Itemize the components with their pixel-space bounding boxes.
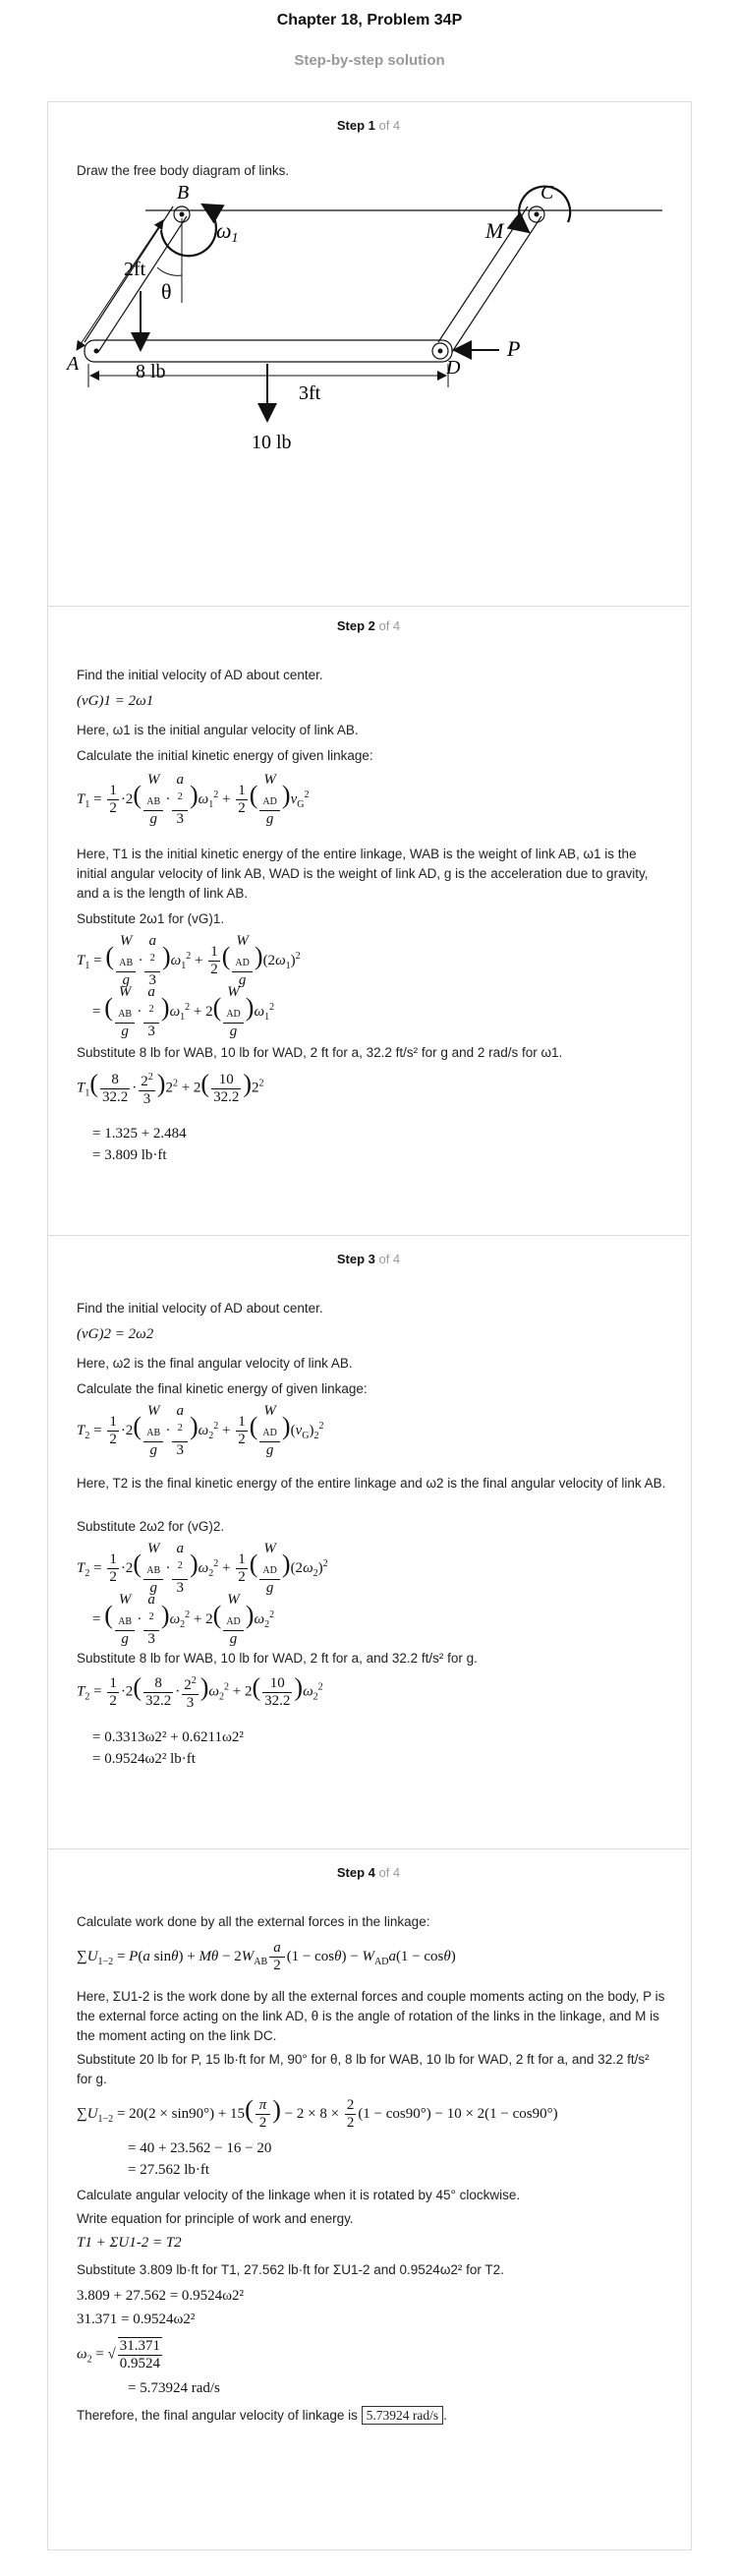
step-text: Draw the free body diagram of links. [77,163,290,178]
step-3-header [47,1252,690,1266]
equation-t1: $T_1$ = $\frac{1}{2}$ ·2( W $_{AB}$ g · a $^2$ 3 )$\omega_1^2$ + $\frac{1}{2}$ ( W $_{AD}$ g )$v_G^2$ [77,772,310,827]
equation: (vG)2 = 2ω2 [77,1326,154,1342]
step-text: Calculate angular velocity of the linkage when it is rotated by 45° clockwise. [77,2188,521,2202]
step-text: Therefore, the final angular velocity of linkage is [77,2408,358,2423]
step-4 [47,1848,690,2549]
step-text: Substitute 2ω2 for (vG)2. [77,1519,225,1534]
label-p: P [507,336,521,361]
label-c: C [540,185,554,204]
step-text: Substitute 20 lb for P, 15 lb·ft for M, 90° for θ, 8 lb for WAB, 10 lb for WAD, 2 ft for a, and 32.2 ft/s² for g. [77,2052,650,2086]
label-2ft: 2ft [124,259,146,280]
theta-arc [157,267,182,275]
step-label: Step 3 [336,1252,375,1266]
equation: (vG)1 = 2ω1 [77,693,154,709]
equation: 3.809 + 27.562 = 0.9524ω2² [77,2288,245,2304]
equation: = 0.9524ω2² lb·ft [92,1751,196,1767]
step-text: Find the initial velocity of AD about center. [77,668,323,682]
step-text: Substitute 2ω1 for (vG)1. [77,911,225,926]
step-4-header [47,1865,690,1880]
equation: = 5.73924 rad/s [128,2380,220,2396]
step-text: Calculate work done by all the external forces in the linkage: [77,1914,430,1929]
step-text: Substitute 3.809 lb·ft for T1, 27.562 lb·ft for ΣU1-2 and 0.9524ω2² for T2. [77,2262,504,2277]
equation-t2-numeric: $T_2$ = $\frac{1}{2}$ ·2( $\frac{8}{32.2}$ · $\frac{2^2}{3}$ )$\omega_2^2 + 2$( $\frac{10}{32.2}$ )$\omega_2^2$ [77,1672,323,1711]
step-count: of 4 [374,1865,401,1880]
step-2 [47,606,690,1236]
label-3ft: 3ft [299,382,321,404]
step-text: Here, T1 is the initial kinetic energy of the entire linkage, WAB is the weight of link AB, ω1 is the initial angular velocity of link AB, WAD is the weight of link AD, g is the acceleration due to gravity, and a is the length of link AB. [77,847,649,901]
label-omega: ω1 [216,218,239,246]
dimension-ab [77,220,163,350]
equation: = 3.809 lb·ft [92,1147,167,1163]
equation: T1 + ΣU1-2 = T2 [77,2235,182,2251]
equation-omega2: $\omega_2$ = √ $\frac{31.371}{0.9524}$ [77,2338,161,2371]
equation: = 40 + 23.562 − 16 − 20 [128,2140,272,2156]
equation-t2-simplified: = ( W $_{AB}$ g · a $^2$ 3 )$\omega_2^2 + 2$( W $_{AD}$ g )$\omega_2^2$ [92,1592,275,1647]
label-a: A [67,353,80,375]
page-subtitle: Step-by-step solution [294,52,445,69]
page-title: Chapter 18, Problem 34P [276,12,463,29]
equation-work: $\sum U_{1-2} = P(a$ $\sin\theta) + M\theta - 2W_{AB}$ $\frac{a}{2}$ $(1 - \cos\theta) - W_{AD}a(1 - \cos\theta)$ [77,1940,456,1973]
step-count: of 4 [374,118,401,133]
step-text: Here, T2 is the final kinetic energy of the entire linkage and ω2 is the final angular velocity of link AB. [77,1476,666,1491]
label-b: B [177,185,190,204]
step-2-header [47,618,690,633]
step-text: Calculate the initial kinetic energy of given linkage: [77,748,373,763]
equation-t2: $T_2$ = $\frac{1}{2}$ ·2( W $_{AB}$ g · a $^2$ 3 )$\omega_2^2$ + $\frac{1}{2}$ ( W $_{AD}$ g )$(v_G)_2^2$ [77,1403,324,1458]
final-answer: 5.73924 rad/s [362,2406,444,2425]
step-1 [47,102,690,606]
step-text: Here, ω2 is the final angular velocity of link AB. [77,1356,353,1371]
step-text: Here, ω1 is the initial angular velocity of link AB. [77,723,359,737]
step-text: Here, ΣU1-2 is the work done by all the external forces and couple moments acting on the body, P is the external force acting on the link AD, θ is the angle of rotation of the links in the linkage, and M is the moment acting on the link DC. [77,1989,665,2043]
label-theta: θ [161,279,172,304]
equation-work-sub: $\sum U_{1-2} = 20(2 \times \sin 90^\circ) + 15$( $\frac{\pi}{2}$ ) − 2 × 8 × $\frac{2}{2}$ (1 − cos90°) − 10 × 2(1 − cos90°) [77,2095,558,2132]
free-body-diagram [47,185,690,598]
step-count: of 4 [374,618,401,633]
label-m: M [485,218,504,243]
equation: 31.371 = 0.9524ω2² [77,2312,196,2327]
equation-t2-sub: $T_2$ = $\frac{1}{2}$ ·2( W $_{AB}$ g · a $^2$ 3 )$\omega_2^2$ + $\frac{1}{2}$ ( W $_{AD}$ g )$(2\omega_2)^2$ [77,1541,328,1596]
step-text: Write equation for principle of work and energy. [77,2211,354,2226]
step-label: Step 1 [336,118,375,133]
equation-t1-simplified: = ( W $_{AB}$ g · a $^2$ 3 )$\omega_1^2 + 2$( W $_{AD}$ g )$\omega_1^2$ [92,984,275,1039]
label-8lb: 8 lb [136,361,166,382]
step-label: Step 2 [336,618,375,633]
step-text: Calculate the final kinetic energy of given linkage: [77,1381,368,1396]
step-text: Find the initial velocity of AD about center. [77,1301,323,1316]
step-text: Substitute 8 lb for WAB, 10 lb for WAD, 2 ft for a, 32.2 ft/s² for g and 2 rad/s for ω1. [77,1045,563,1060]
final-answer-line: Therefore, the final angular velocity of linkage is 5.73924 rad/s . [77,2408,447,2423]
equation-t1-numeric: $T_1$( $\frac{8}{32.2}$ · $\frac{2^2}{3}$ )$2^2 + 2$( $\frac{10}{32.2}$ )$2^2$ [77,1069,264,1107]
step-3 [47,1235,690,1849]
equation: = 27.562 lb·ft [128,2162,210,2178]
equation: = 0.3313ω2² + 0.6211ω2² [92,1729,244,1745]
equation: = 1.325 + 2.484 [92,1126,187,1142]
step-text: Substitute 8 lb for WAB, 10 lb for WAD, 2 ft for a, and 32.2 ft/s² for g. [77,1651,478,1666]
step-1-header [47,118,690,133]
label-10lb: 10 lb [252,432,292,453]
equation-t1-sub: $T_1$ = ( W $_{AB}$ g · a $^2$ 3 )$\omega_1^2$ + $\frac{1}{2}$ ( W $_{AD}$ g )$(2\omega_1)^2$ [77,933,301,988]
step-count: of 4 [374,1252,401,1266]
label-d: D [446,357,461,379]
step-label: Step 4 [336,1865,375,1880]
